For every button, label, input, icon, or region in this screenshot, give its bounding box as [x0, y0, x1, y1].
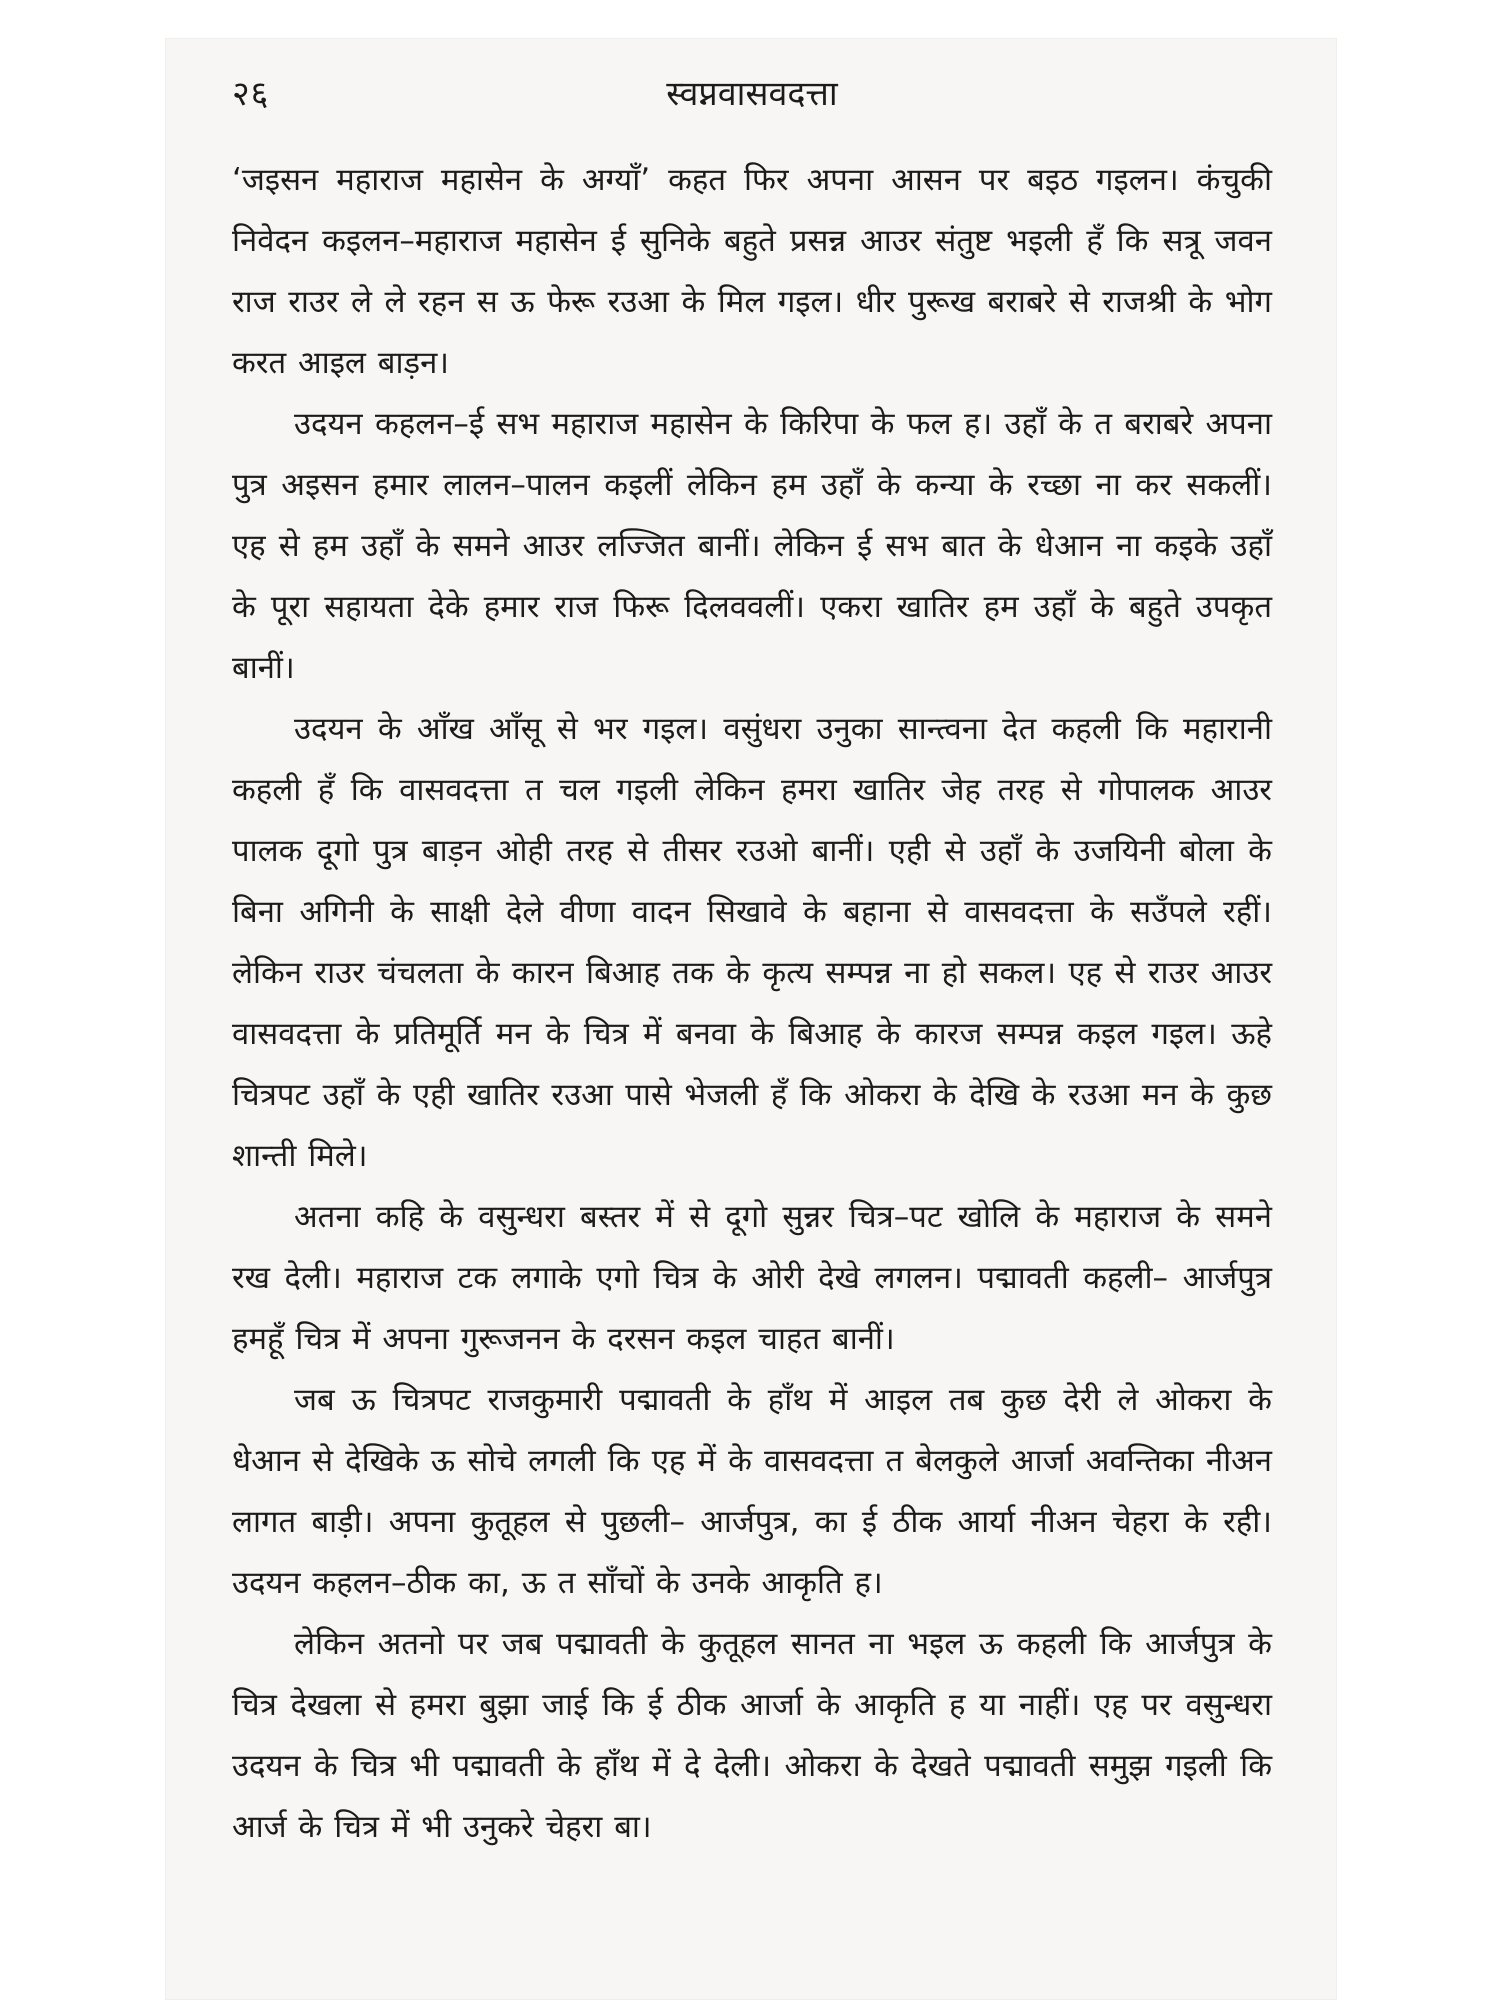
page-number: २६ — [232, 74, 270, 114]
paragraph-1: ‘जइसन महाराज महासेन के अग्याँ’ कहत फिर अपना आसन पर बइठ गइलन। कंचुकी निवेदन कइलन–महाराज महासेन ई सुनिके बहुते प्रसन्न आउर संतुष्ट भइली हँ कि सत्रू जवन राज राउर ले ले रहन स ऊ फेरू रउआ के मिल गइल। धीर पुरूख बराबरे से राजश्री के भोग करत आइल बाड़न। — [232, 162, 1272, 381]
paragraph-2: उदयन कहलन–ई सभ महाराज महासेन के किरिपा के फल ह। उहाँ के त बराबरे अपना पुत्र अइसन हमार लालन–पालन कइलीं लेकिन हम उहाँ के कन्या के रच्छा ना कर सकलीं। एह से हम उहाँ के समने आउर लज्जित बानीं। लेकिन ई सभ बात के धेआन ना कइके उहाँ के पूरा सहायता देके हमार राज फिरू दिलववलीं। एकरा खातिर हम उहाँ के बहुते उपकृत बानीं। — [232, 406, 1272, 686]
paragraph-5: जब ऊ चित्रपट राजकुमारी पद्मावती के हाँथ में आइल तब कुछ देरी ले ओकरा के धेआन से देखिके ऊ सोचे लगली कि एह में के वासवदत्ता त बेलकुले आर्जा अवन्तिका नीअन लागत बाड़ी। अपना कुतूहल से पुछली– आर्जपुत्र, का ई ठीक आर्या नीअन चेहरा के रही। उदयन कहलन–ठीक का, ऊ त साँचों के उनके आकृति ह। — [232, 1382, 1272, 1601]
page-content — [232, 66, 1272, 1858]
book-page — [165, 38, 1337, 2000]
paragraph-6: लेकिन अतनो पर जब पद्मावती के कुतूहल सानत ना भइल ऊ कहली कि आर्जपुत्र के चित्र देखला से हमरा बुझा जाई कि ई ठीक आर्जा के आकृति ह या नाहीं। एह पर वसुन्धरा उदयन के चित्र भी पद्मावती के हाँथ में दे देली। ओकरा के देखते पद्मावती समुझ गइली कि आर्ज के चित्र में भी उनुकरे चेहरा बा। — [232, 1626, 1272, 1845]
paragraph-3: उदयन के आँख आँसू से भर गइल। वसुंधरा उनुका सान्त्वना देत कहली कि महारानी कहली हँ कि वासवदत्ता त चल गइली लेकिन हमरा खातिर जेह तरह से गोपालक आउर पालक दूगो पुत्र बाड़न ओही तरह से तीसर रउओ बानीं। एही से उहाँ के उजयिनी बोला के बिना अगिनी के साक्षी देले वीणा वादन सिखावे के बहाना से वासवदत्ता के सउँपले रहीं। लेकिन राउर चंचलता के कारन बिआह तक के कृत्य सम्पन्न ना हो सकल। एह से राउर आउर वासवदत्ता के प्रतिमूर्ति मन के चित्र में बनवा के बिआह के कारज सम्पन्न कइल गइल। ऊहे चित्रपट उहाँ के एही खातिर रउआ पासे भेजली हँ कि ओकरा के देखि के रउआ मन के कुछ शान्ती मिले। — [232, 711, 1272, 1174]
running-title: स्वप्नवासवदत्ता — [666, 74, 838, 114]
body-text — [232, 150, 1272, 1858]
paragraph-4: अतना कहि के वसुन्धरा बस्तर में से दूगो सुन्नर चित्र–पट खोलि के महाराज के समने रख देली। महाराज टक लगाके एगो चित्र के ओरी देखे लगलन। पद्मावती कहली– आर्जपुत्र हमहूँ चित्र में अपना गुरूजनन के दरसन कइल चाहत बानीं। — [232, 1199, 1272, 1357]
running-header — [232, 66, 1272, 128]
